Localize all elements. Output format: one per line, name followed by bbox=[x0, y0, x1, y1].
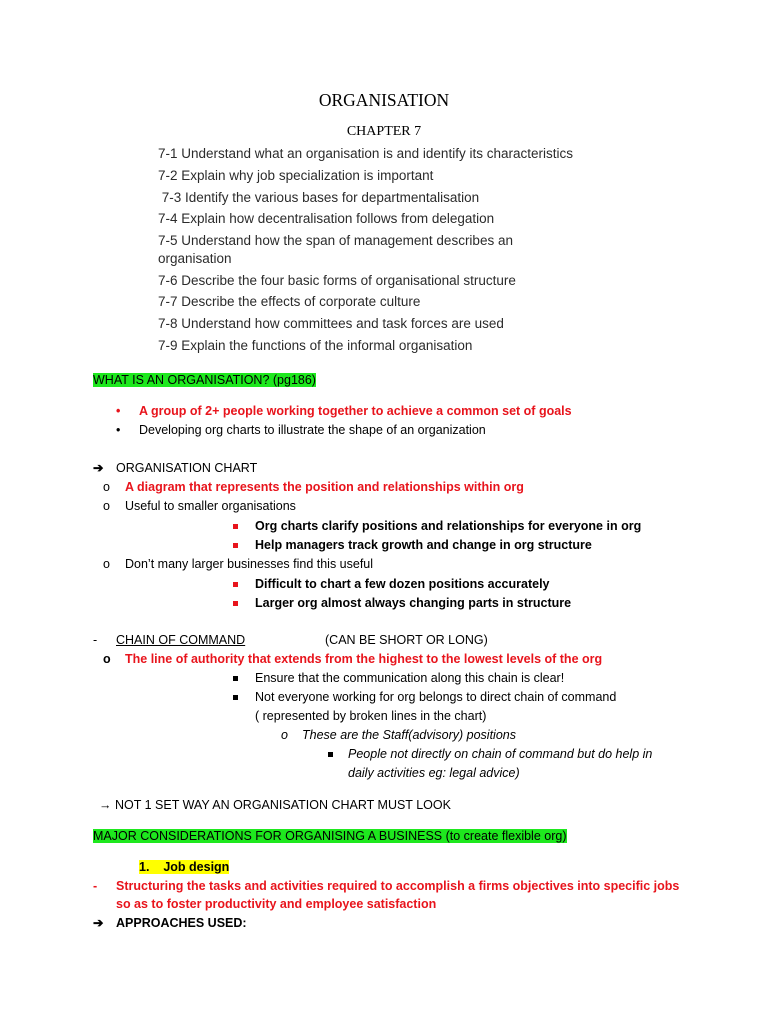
org-chart-definition: A diagram that represents the position and relationships within org bbox=[125, 480, 524, 494]
objective-item: 7-2 Explain why job specialization is important bbox=[158, 168, 434, 183]
job-design-definition: so as to foster productivity and employee satisfaction bbox=[116, 897, 437, 911]
bullet-text: A group of 2+ people working together to achieve a common set of goals bbox=[139, 404, 572, 418]
chapter-heading: CHAPTER 7 bbox=[346, 124, 422, 139]
objective-item: 7-7 Describe the effects of corporate culture bbox=[158, 294, 421, 309]
item-label: Job design bbox=[163, 860, 230, 874]
objective-item: 7-5 Understand how the span of management describes an bbox=[158, 233, 513, 248]
circle-bullet-icon: o bbox=[103, 480, 110, 494]
org-chart-heading: ORGANISATION CHART bbox=[116, 461, 258, 475]
arrow-icon: ➔ bbox=[93, 461, 104, 475]
sub-point-continued: ( represented by broken lines in the chart) bbox=[255, 709, 487, 723]
job-design-definition: Structuring the tasks and activities required to accomplish a firms objectives into specific jobs bbox=[116, 879, 680, 893]
section-heading: WHAT IS AN ORGANISATION? (pg186) bbox=[93, 373, 316, 387]
square-bullet-icon bbox=[233, 594, 238, 612]
objective-item: 7-4 Explain how decentralisation follows from delegation bbox=[158, 211, 495, 226]
dash-bullet: - bbox=[93, 879, 98, 893]
square-bullet-icon bbox=[233, 575, 238, 593]
objective-item: 7-8 Understand how committees and task forces are used bbox=[158, 316, 504, 331]
sub-point: Ensure that the communication along this chain is clear! bbox=[255, 671, 565, 685]
bullet-text: Developing org charts to illustrate the shape of an organization bbox=[139, 423, 486, 437]
bullet-icon: • bbox=[116, 423, 121, 437]
square-bullet-icon bbox=[233, 536, 238, 554]
square-bullet-icon bbox=[233, 517, 238, 535]
square-bullet-icon bbox=[233, 688, 238, 706]
circle-bullet-icon: o bbox=[103, 652, 111, 666]
dash-bullet: - bbox=[93, 633, 98, 647]
sub-point: Org charts clarify positions and relationships for everyone in org bbox=[255, 519, 642, 533]
org-chart-useful: Useful to smaller organisations bbox=[125, 499, 296, 513]
staff-positions: These are the Staff(advisory) positions bbox=[302, 728, 516, 742]
org-chart-not-useful: Don’t many larger businesses find this useful bbox=[125, 557, 374, 571]
numbered-item bbox=[139, 860, 229, 874]
staff-detail: People not directly on chain of command but do help in bbox=[348, 747, 653, 761]
sub-point: Difficult to chart a few dozen positions accurately bbox=[255, 577, 550, 591]
approaches-heading: APPROACHES USED: bbox=[116, 916, 247, 930]
circle-bullet-icon: o bbox=[103, 557, 110, 571]
objective-item: 7-6 Describe the four basic forms of organisational structure bbox=[158, 273, 516, 288]
item-number: 1. bbox=[139, 860, 150, 874]
chain-heading: CHAIN OF COMMAND bbox=[116, 633, 246, 647]
square-bullet-icon bbox=[233, 669, 238, 687]
square-bullet-icon bbox=[328, 745, 333, 763]
objective-item: 7-1 Understand what an organisation is and identify its characteristics bbox=[158, 146, 573, 161]
sub-point: Not everyone working for org belongs to direct chain of command bbox=[255, 690, 617, 704]
staff-detail: daily activities eg: legal advice) bbox=[348, 766, 520, 780]
chain-note: (CAN BE SHORT OR LONG) bbox=[325, 633, 488, 647]
document-title: ORGANISATION bbox=[318, 90, 450, 110]
objective-item: 7-3 Identify the various bases for departmentalisation bbox=[158, 190, 480, 205]
circle-bullet-icon: o bbox=[281, 728, 288, 742]
section-heading: MAJOR CONSIDERATIONS FOR ORGANISING A BUSINESS (to create flexible org) bbox=[93, 829, 567, 843]
circle-bullet-icon: o bbox=[103, 499, 110, 513]
objective-item: 7-9 Explain the functions of the informal organisation bbox=[158, 338, 473, 353]
objective-item: organisation bbox=[158, 251, 232, 266]
not-one-way-note: → NOT 1 SET WAY AN ORGANISATION CHART MUST LOOK bbox=[99, 798, 451, 812]
sub-point: Help managers track growth and change in org structure bbox=[255, 538, 592, 552]
bullet-icon: • bbox=[116, 404, 121, 418]
sub-point: Larger org almost always changing parts in structure bbox=[255, 596, 572, 610]
arrow-icon: ➔ bbox=[93, 916, 104, 930]
chain-definition: The line of authority that extends from the highest to the lowest levels of the org bbox=[125, 652, 603, 666]
